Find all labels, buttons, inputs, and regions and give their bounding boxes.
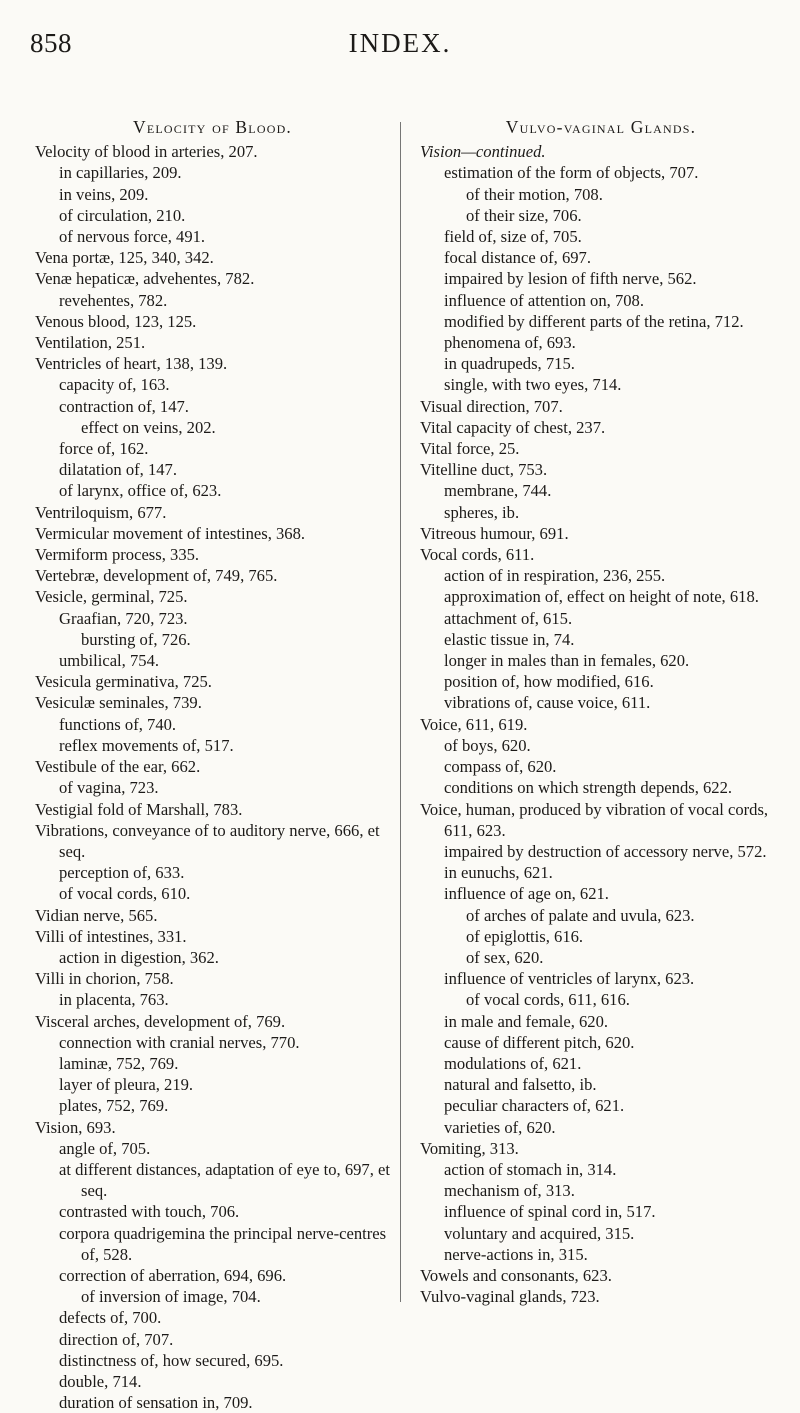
index-entry: umbilical, 754. (59, 651, 160, 671)
index-entry: connection with cranial nerves, 770. (59, 1032, 300, 1052)
index-entry: reflex movements of, 517. (59, 735, 234, 755)
index-entry: defects of, 700. (59, 1308, 162, 1328)
index-entry: of their size, 706. (466, 205, 582, 225)
index-entry: in placenta, 763. (59, 990, 169, 1010)
index-entry: Vital force, 25. (420, 439, 520, 459)
index-entry: Vital capacity of chest, 237. (420, 417, 606, 437)
index-entry: estimation of the form of objects, 707. (444, 163, 699, 183)
index-entry: action of stomach in, 314. (444, 1159, 617, 1179)
index-entry: influence of spinal cord in, 517. (444, 1202, 656, 1222)
index-entry: focal distance of, 697. (444, 248, 591, 268)
index-entry: Vermiform process, 335. (35, 545, 200, 565)
index-entry: Venous blood, 123, 125. (35, 311, 197, 331)
index-entry: plates, 752, 769. (59, 1096, 169, 1116)
index-entry: bursting of, 726. (81, 629, 191, 649)
index-entry: action in digestion, 362. (59, 947, 219, 967)
index-entry: in male and female, 620. (444, 1011, 609, 1031)
index-entry: conditions on which strength depends, 622. (444, 778, 733, 798)
index-entry: Velocity of blood in arteries, 207. (35, 142, 258, 162)
index-entry: influence of ventricles of larynx, 623. (444, 969, 695, 989)
index-entry: influence of attention on, 708. (444, 290, 644, 310)
index-entry: Ventilation, 251. (35, 333, 146, 353)
index-entry: Vestibule of the ear, 662. (35, 757, 201, 777)
index-entry: cause of different pitch, 620. (444, 1032, 635, 1052)
index-entry: modified by different parts of the retina, 712. (444, 311, 744, 331)
index-entry: vibrations of, cause voice, 611. (444, 693, 651, 713)
section-heading-left: Velocity of Blood. (132, 117, 293, 137)
index-entry: duration of sensation in, 709. (59, 1393, 253, 1413)
page-number: 858 (30, 28, 72, 58)
index-entry: mechanism of, 313. (444, 1181, 575, 1201)
index-entry: of sex, 620. (466, 947, 544, 967)
index-entry: Vena portæ, 125, 340, 342. (35, 248, 214, 268)
index-entry: action of in respiration, 236, 255. (444, 566, 666, 586)
index-entry: distinctness of, how secured, 695. (59, 1350, 284, 1370)
index-entry: of vocal cords, 610. (59, 884, 191, 904)
index-entry: Villi in chorion, 758. (35, 969, 174, 989)
index-entry: voluntary and acquired, 315. (444, 1223, 635, 1243)
index-entry: Venæ hepaticæ, advehentes, 782. (35, 269, 255, 289)
index-entry: impaired by lesion of fifth nerve, 562. (444, 269, 697, 289)
index-entry: force of, 162. (59, 439, 149, 459)
left-column (35, 117, 390, 1413)
index-entry: Vesicle, germinal, 725. (35, 587, 188, 607)
section-heading-right: Vulvo-vaginal Glands. (505, 117, 697, 137)
index-entry: phenomena of, 693. (444, 333, 576, 353)
index-entry: Vocal cords, 611. (420, 545, 535, 565)
index-entry: corpora quadrigemina the principal nerve-centres of, 528. (59, 1223, 387, 1264)
index-entry: of nervous force, 491. (59, 227, 206, 247)
index-entry: Ventriloquism, 677. (35, 502, 167, 522)
index-entry: at different distances, adaptation of eye to, 697, et seq. (59, 1159, 390, 1201)
index-entry: Graafian, 720, 723. (59, 608, 188, 628)
index-entry: in eunuchs, 621. (444, 863, 553, 883)
index-entry: spheres, ib. (444, 502, 520, 522)
index-entry: membrane, 744. (444, 481, 552, 501)
index-entry: Villi of intestines, 331. (35, 926, 187, 946)
index-entry: field of, size of, 705. (444, 227, 582, 247)
index-entry: natural and falsetto, ib. (444, 1075, 597, 1095)
index-entry: position of, how modified, 616. (444, 672, 654, 692)
index-entry: Vertebræ, development of, 749, 765. (35, 566, 278, 586)
index-entry: single, with two eyes, 714. (444, 375, 622, 395)
index-entry: Vestigial fold of Marshall, 783. (35, 799, 243, 819)
index-entry: double, 714. (59, 1371, 142, 1391)
index-entry: correction of aberration, 694, 696. (59, 1265, 287, 1285)
index-entry: varieties of, 620. (444, 1117, 556, 1137)
index-entry: Voice, 611, 619. (420, 714, 528, 734)
index-entry: functions of, 740. (59, 714, 177, 734)
index-entry: capacity of, 163. (59, 375, 170, 395)
running-head: INDEX. (348, 28, 452, 58)
index-entry: influence of age on, 621. (444, 884, 609, 904)
index-entry: longer in males than in females, 620. (444, 651, 690, 671)
column-divider (400, 122, 401, 1302)
index-entry: Ventricles of heart, 138, 139. (35, 354, 228, 374)
index-entry: of their motion, 708. (466, 184, 603, 204)
index-entry: elastic tissue in, 74. (444, 629, 575, 649)
index-entry: in veins, 209. (59, 184, 149, 204)
index-entry: of epiglottis, 616. (466, 926, 584, 946)
index-entry: contraction of, 147. (59, 396, 189, 416)
index-entry: Vibrations, conveyance of to auditory nerve, 666, et seq. (35, 820, 380, 861)
index-entry: Vesicula germinativa, 725. (35, 672, 212, 692)
index-entry: nerve-actions in, 315. (444, 1244, 588, 1264)
index-entry: Vomiting, 313. (420, 1138, 519, 1158)
index-entry: direction of, 707. (59, 1329, 174, 1349)
index-entry: Visual direction, 707. (420, 396, 563, 416)
index-entry: impaired by destruction of accessory nerve, 572. (444, 841, 767, 861)
index-entry: Vulvo-vaginal glands, 723. (420, 1287, 600, 1307)
right-column (420, 117, 782, 1307)
index-entry: approximation of, effect on height of note, 618. (444, 587, 759, 607)
continued-label: Vision—continued. (420, 142, 546, 162)
index-entry: peculiar characters of, 621. (444, 1096, 625, 1116)
index-entry: Vermicular movement of intestines, 368. (35, 523, 306, 543)
index-entry: dilatation of, 147. (59, 460, 177, 480)
index-entry: compass of, 620. (444, 757, 557, 777)
index-entry: of inversion of image, 704. (81, 1287, 261, 1307)
index-entry: Vision, 693. (35, 1117, 116, 1137)
index-entry: of boys, 620. (444, 735, 531, 755)
index-entry: Voice, human, produced by vibration of vocal cords, 611, 623. (420, 799, 769, 840)
index-entry: revehentes, 782. (59, 290, 168, 310)
index-entry: perception of, 633. (59, 863, 185, 883)
index-entry: contrasted with touch, 706. (59, 1202, 240, 1222)
index-entry: attachment of, 615. (444, 608, 573, 628)
index-entry: Vesiculæ seminales, 739. (35, 693, 202, 713)
index-entry: Vidian nerve, 565. (35, 905, 158, 925)
index-entry: of larynx, office of, 623. (59, 481, 222, 501)
index-entry: in quadrupeds, 715. (444, 354, 575, 374)
index-entry: Vitelline duct, 753. (420, 460, 548, 480)
index-entry: layer of pleura, 219. (59, 1075, 194, 1095)
index-entry: of vocal cords, 611, 616. (466, 990, 630, 1010)
index-entry: of arches of palate and uvula, 623. (466, 905, 695, 925)
index-entry: laminæ, 752, 769. (59, 1053, 179, 1073)
index-entry: in capillaries, 209. (59, 163, 182, 183)
index-entry: Vitreous humour, 691. (420, 523, 569, 543)
index-entry: of vagina, 723. (59, 778, 159, 798)
index-entry: effect on veins, 202. (81, 417, 216, 437)
index-entry: Vowels and consonants, 623. (420, 1265, 612, 1285)
index-entry: of circulation, 210. (59, 205, 186, 225)
index-entry: angle of, 705. (59, 1138, 151, 1158)
index-entry: modulations of, 621. (444, 1053, 582, 1073)
index-entry: Visceral arches, development of, 769. (35, 1011, 286, 1031)
page-header (0, 28, 800, 68)
